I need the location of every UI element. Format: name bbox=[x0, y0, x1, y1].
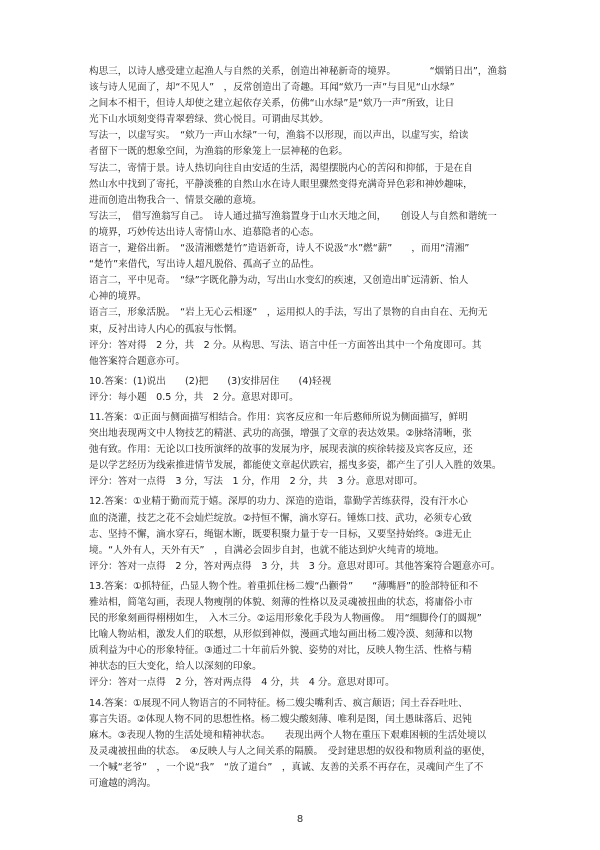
text-line: 雅站相，简笔勾画，表现人物瘦削的体貌、刻薄的性格以及灵魂被扭曲的状态，将庸俗小市 bbox=[89, 597, 473, 608]
text-line: 评分：答对一点得 2 分，答对两点得 3 分，共 3 分。意思对即可。其他答案符合题意亦可。 bbox=[89, 560, 501, 572]
text-line: 14.答案：①展现不同人物语言的不同特征。杨二嫂尖嘴利舌、疯言颠语；闰土吞吞吐吐、 bbox=[89, 697, 468, 709]
text-line: 者留下一既的想象空间，为渔翁的形象笼上一层神秘的色彩。 bbox=[89, 146, 349, 158]
text-line: 可逾越的鸿沟。 bbox=[89, 778, 157, 790]
text-line: 是以学艺经历为线索推进情节发展，都能使文章起伏跌宕，摇曳多姿，都产生了引人入胜的效果。 bbox=[89, 460, 502, 472]
text-line: 弛有致。作用：无论以口技所演绎的故事的发展为序，展现表演的疾徐转接及宾客反应，还 bbox=[89, 444, 473, 456]
answer-text-body bbox=[89, 64, 511, 792]
text-line: 评分：答对得 2 分，共 2 分。从构思、写法、语言中任一方面答出其中一个角度即可。其 bbox=[89, 339, 482, 351]
text-line: 心神的境界。 bbox=[89, 291, 147, 303]
text-line: 10.答案：(1)说出 (2)把 (3)安排居住 (4)轻视 bbox=[89, 375, 332, 387]
text-line: 束，反衬出诗人内心的孤寂与怅惘。 bbox=[89, 323, 243, 335]
text-line: 然山水中找到了寄托，平静淡雅的自然山水在诗人眼里骤然变得充满奇异色彩和神妙趣味， bbox=[89, 178, 473, 190]
text-line: 突出地表现两文中人物技艺的精湛、武功的高强，增强了文章的表达效果。②脉络清晰，张 bbox=[89, 428, 472, 440]
text-line: 13.答案：①抓特征，凸显人物个性。着重抓住杨二嫂“凸颧骨” “薄嘴唇”的脸部特征和不 bbox=[89, 580, 479, 592]
text-line: 语言一，避俗出新。 “汲清湘燃楚竹”造语新奇，诗人不说汲“水”燃“薪” ，而用“清湘” bbox=[89, 243, 470, 255]
text-line: 神状态的巨大变化，给人以深刻的印象。 bbox=[89, 661, 262, 673]
text-line: 评分：答对一点得 3 分，写法 1 分，作用 2 分，共 3 分。意思对即可。 bbox=[89, 476, 424, 488]
text-line: 构思三，以诗人感受建立起渔人与自然的关系，创造出神秘新奇的境界。 “烟销日出”，渔翁 bbox=[89, 66, 507, 77]
text-line: 评分：答对一点得 2 分，答对两点得 4 分，共 4 分。意思对即可。 bbox=[89, 677, 395, 689]
text-line: 写法三， 借写渔翁写自己。 诗人通过描写渔翁置身于山水天地之间， 创设人与自然和谐统一 bbox=[89, 210, 497, 222]
text-line: 麻木。③表现人物的生活处境和精神状态。 表现出两个人物在重压下艰难困顿的生活处境以 bbox=[89, 729, 487, 741]
text-line: 评分：每小题 0.5 分，共 2 分。意思对即可。 bbox=[89, 391, 299, 403]
text-line: 质利益为中心的形象特征。③通过二十年前后外貌、姿势的对比，反映人物生活、性格与精 bbox=[89, 645, 472, 657]
text-line: 寡言失语。②体现人物不同的思想性格。杨二嫂尖酸刻薄、唯利是图，闰土愚昧落后、迟钝 bbox=[89, 713, 472, 725]
text-line: 的境界，巧妙传达出诗人寄情山水、追慕隐者的心态。 bbox=[89, 226, 320, 238]
text-line: 语言三，形象活脱。 “岩上无心云相逐” ，运用拟人的手法，写出了景物的自由自在、无拘无 bbox=[89, 307, 488, 319]
text-line: 比喻人物站相，激发人们的联想，从形似到神似，漫画式地勾画出杨二嫂冷漠、刻薄和以物 bbox=[89, 629, 473, 641]
text-line: 及灵魂被扭曲的状态。 ④反映人与人之间关系的隔膜。 受封建思想的奴役和物质利益的驱使， bbox=[89, 745, 491, 757]
text-line: 该与诗人见面了，却“不见人” ，反常创造出了奇趣。耳闻“欸乃一声”与目见“山水绿” bbox=[89, 82, 455, 94]
text-line: 光下山水顷刻变得青翠碧绿、赏心悦目。可谓曲尽其妙。 bbox=[89, 114, 329, 126]
text-line: 写法一，以虚写实。 “欸乃一声山水绿”一句，渔翁不以形现，而以声出，以虚写实，给读 bbox=[89, 130, 469, 142]
text-line: 进而创造出物我合一、情景交融的意境。 bbox=[89, 194, 262, 206]
text-line: 志、坚持不懈，滴水穿石，绳锯木断，既要积聚力量于专一目标，又要坚持始终。③进无止 bbox=[89, 528, 472, 540]
text-line: “楚竹”来借代，写出诗人超凡脱俗、孤高孑立的品性。 bbox=[89, 259, 320, 271]
text-line: 之间本不相干，但诗人却使之建立起依存关系，仿佛“山水绿”是“欸乃一声”所致，让日 bbox=[89, 98, 455, 110]
text-line: 血的浇灌，技艺之花不会灿烂绽放。②持恒不懈，滴水穿石。锤炼口技、武功，必须专心致 bbox=[89, 512, 472, 524]
text-line: 境。“人外有人，天外有天” ，自满必会固步自封，也就不能达到炉火纯青的境地。 bbox=[89, 544, 445, 556]
text-line: 他答案符合题意亦可。 bbox=[89, 355, 185, 367]
text-line: 写法二，寄情于景。诗人热切向往自由安适的生活，渴望摆脱内心的苦闷和抑郁，于是在自 bbox=[89, 162, 473, 174]
page-number: 8 bbox=[296, 814, 304, 825]
text-line: 11.答案：①正面与侧面描写相结合。作用：宾客反应和一年后憨师所说为侧面描写，鲜明 bbox=[89, 411, 468, 423]
text-line: 一个喊“老爷” ，一个说“我” “放了道台” ，真诚、友善的关系不再存在，灵魂间产生了不 bbox=[89, 761, 484, 773]
text-line: 民的形象刻画得栩栩如生， 入木三分。②运用形象化手段为人物画像。 用“细脚伶仃的圆规” bbox=[89, 613, 482, 625]
text-line: 12.答案：①业精于勤而荒于嬉。深厚的功力、深造的造诣，靠勤学苦练获得，没有汗水心 bbox=[89, 496, 468, 508]
text-line: 语言二，平中见奇。 “绿”字既化静为动，写出山水变幻的疾速，又创造出旷远清新、怡人 bbox=[89, 275, 469, 287]
